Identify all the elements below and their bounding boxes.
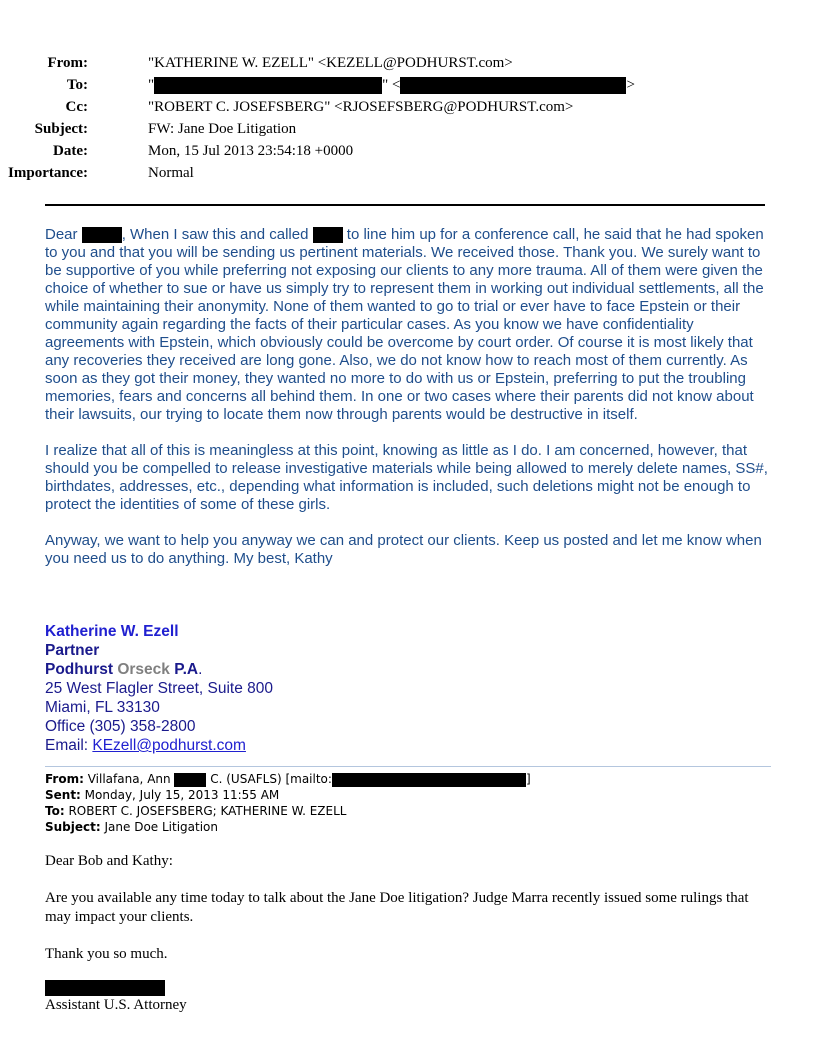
firm-name-dot: . — [198, 661, 203, 678]
body-p1-rest: to line him up for a conference call, he said that he had spoken to you and that you will be sending us pertinent materials. We received those. Thank you. We surely want to be supportive of you while preferring not exposing our clients to any more trauma. All of them were given the choice of whether to sue or have us simply try to represent them in working out individual settlements, all the while maintaining their anonymity. None of them wanted to go to trial or ever have to face Epstein or their community again regarding the facts of their particular cases. As you know we have confidentiality agreements with Epstein, which obviously could be overcome by court order. Of course it is most likely that any recoveries they received are long gone. Also, we do not know how to reach most of them currently. As soon as they got their money, they wanted no more to do with us or Epstein, preferring to put the troubling memories, fears and concerns all behind them. In one or two cases where their parents did not know about their lawsuits, our trying to locate them now through parents would be destructive in itself. — [45, 226, 764, 423]
fwd-to-value: ROBERT C. JOSEFSBERG; KATHERINE W. EZELL — [64, 804, 347, 818]
forward-divider — [45, 766, 771, 767]
header-importance-label: Importance: — [8, 165, 88, 181]
header-from-row — [0, 52, 760, 74]
redaction-box — [154, 77, 382, 94]
message-body — [45, 226, 775, 586]
original-paragraph-1: Are you available any time today to talk about the Jane Doe litigation? Judge Marra recently issued some rulings that may impact your clients. — [45, 890, 749, 925]
body-p1-start: Dear — [45, 226, 82, 243]
header-cc-label: Cc: — [65, 99, 88, 115]
redaction-box — [45, 980, 165, 996]
body-paragraph-2: I realize that all of this is meaningless at this point, knowing as little as I do. I am concerned, however, that should you be compelled to release investigative materials while being allowed to merely delete names, SS#, birthdates, addresses, etc., depending what information is included, such deletions might not be enough to protect the identities of some of these girls. — [45, 442, 768, 513]
fwd-sent-value: Monday, July 15, 2013 11:55 AM — [80, 788, 280, 802]
firm-name-part-1: Podhurst — [45, 661, 114, 678]
header-cc-row — [0, 96, 760, 118]
header-to-value — [148, 74, 635, 96]
fwd-to-row — [45, 803, 765, 819]
body-paragraph-3: Anyway, we want to help you anyway we can and protect our clients. Keep us posted and let me know when you need us to do anything. My best, Kathy — [45, 532, 762, 567]
signature-office-phone: Office (305) 358-2800 — [45, 718, 196, 735]
redaction-box — [174, 773, 206, 787]
header-date-row — [0, 140, 760, 162]
signature-title: Partner — [45, 642, 100, 659]
original-signature — [45, 980, 765, 1015]
header-subject-row — [0, 118, 760, 140]
original-message — [45, 852, 765, 1015]
header-from-label: From: — [47, 55, 88, 71]
header-cc-value: "ROBERT C. JOSEFSBERG" <RJOSEFSBERG@PODHURST.com> — [148, 99, 574, 115]
signature-address-2: Miami, FL 33130 — [45, 699, 160, 716]
redaction-box — [332, 773, 526, 787]
header-date-value: Mon, 15 Jul 2013 23:54:18 +0000 — [148, 143, 354, 159]
fwd-subject-label: Subject: — [45, 820, 101, 834]
signature-email-line — [45, 736, 545, 755]
header-importance-row — [0, 162, 760, 184]
to-quote-close: > — [626, 77, 635, 93]
redaction-box — [400, 77, 626, 94]
to-quote-mid: " < — [382, 77, 401, 93]
header-subject-value: FW: Jane Doe Litigation — [148, 121, 297, 137]
to-quote-open: " — [148, 77, 155, 93]
fwd-subject-value: Jane Doe Litigation — [100, 820, 218, 834]
fwd-from-value-c: ] — [525, 772, 531, 786]
header-divider — [45, 204, 765, 206]
redaction-box — [313, 227, 343, 243]
fwd-to-label: To: — [45, 804, 65, 818]
header-to-label: To: — [66, 77, 88, 93]
firm-name-part-2: Orseck — [117, 661, 170, 678]
fwd-sent-label: Sent: — [45, 788, 81, 802]
header-to-row — [0, 74, 760, 96]
header-importance-value: Normal — [148, 165, 194, 181]
fwd-sent-row — [45, 787, 765, 803]
header-date-label: Date: — [53, 143, 88, 159]
signature-address-1: 25 West Flagler Street, Suite 800 — [45, 680, 274, 697]
fwd-from-value-a: Villafana, Ann — [83, 772, 175, 786]
signature-email-link[interactable]: KEzell@podhurst.com — [92, 737, 246, 754]
signature-block — [45, 622, 545, 755]
original-greeting: Dear Bob and Kathy: — [45, 853, 173, 869]
signature-firm — [45, 660, 545, 679]
header-subject-label: Subject: — [34, 121, 88, 137]
fwd-from-label: From: — [45, 772, 84, 786]
firm-name-part-3: P.A — [174, 661, 199, 678]
email-header — [0, 52, 760, 184]
signature-name: Katherine W. Ezell — [45, 623, 179, 640]
signature-email-label: Email: — [45, 737, 93, 754]
forwarded-header — [45, 771, 765, 835]
original-closing-title: Assistant U.S. Attorney — [45, 997, 187, 1013]
header-from-value: "KATHERINE W. EZELL" <KEZELL@PODHURST.com> — [148, 55, 513, 71]
fwd-from-row — [45, 771, 765, 787]
fwd-subject-row — [45, 819, 765, 835]
body-p1-mid: , When I saw this and called — [121, 226, 313, 243]
body-paragraph-1 — [45, 226, 775, 424]
redaction-box — [82, 227, 122, 243]
original-paragraph-2: Thank you so much. — [45, 946, 168, 962]
fwd-from-value-b: C. (USAFLS) [mailto: — [206, 772, 332, 786]
